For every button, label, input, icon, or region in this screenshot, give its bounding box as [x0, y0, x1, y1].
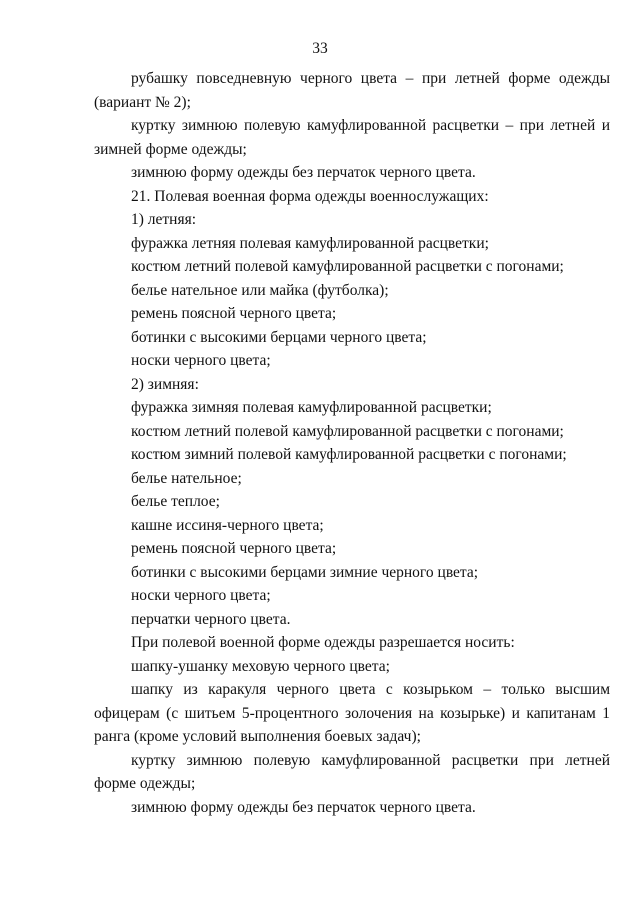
- list-item: ботинки с высокими берцами черного цвета;: [131, 328, 427, 346]
- list-item: белье нательное;: [131, 469, 242, 487]
- list-item: костюм зимний полевой камуфлированной расцветки с погонами;: [131, 446, 567, 463]
- paragraph-winter-uniform: зимнюю форму одежды без перчаток черного цвета.: [131, 164, 476, 181]
- list-item: белье теплое;: [131, 493, 220, 510]
- list-item: кашне иссиня-черного цвета;: [131, 516, 324, 534]
- paragraph-winter-jacket: куртку зимнюю полевую камуфлированной расцветки – при летней и зимней форме одежды;: [94, 117, 610, 158]
- list-item: белье нательное или майка (футболка);: [131, 281, 389, 299]
- paragraph-winter-heading: 2) зимняя:: [131, 375, 199, 393]
- paragraph-summer-heading: 1) летняя:: [131, 211, 197, 228]
- paragraph-shirt: рубашку повседневную черного цвета – при летней форме одежды (вариант № 2);: [94, 70, 610, 111]
- list-item: ботинки с высокими берцами зимние черного цвета;: [131, 563, 479, 581]
- list-item: шапку-ушанку меховую черного цвета;: [131, 657, 390, 675]
- document-body: [94, 67, 610, 819]
- list-item: ремень поясной черного цвета;: [131, 305, 337, 322]
- list-item: носки черного цвета;: [131, 352, 271, 369]
- paragraph-allowed-heading: При полевой военной форме одежды разрешается носить:: [131, 634, 515, 651]
- list-item: ремень поясной черного цвета;: [131, 540, 337, 557]
- list-item: перчатки черного цвета.: [131, 610, 291, 628]
- page-number: 33: [312, 40, 328, 57]
- paragraph-field-jacket: куртку зимнюю полевую камуфлированной расцветки при летней форме одежды;: [94, 751, 610, 792]
- list-item: костюм летний полевой камуфлированной расцветки с погонами;: [131, 422, 564, 440]
- paragraph-section-21: 21. Полевая военная форма одежды военнослужащих:: [131, 187, 489, 205]
- paragraph-astrakhan-hat: шапку из каракуля черного цвета с козырьком – только высшим офицерам (с шитьем 5-процентного золочения на козырьке) и капитанам 1 ранга (кроме условий выполнения боевых задач);: [94, 681, 610, 745]
- list-item: носки черного цвета;: [131, 587, 271, 604]
- list-item: фуражка зимняя полевая камуфлированной расцветки;: [131, 399, 492, 416]
- list-item: костюм летний полевой камуфлированной расцветки с погонами;: [131, 258, 564, 275]
- list-item: фуражка летняя полевая камуфлированной расцветки;: [131, 234, 489, 252]
- paragraph-final: зимнюю форму одежды без перчаток черного цвета.: [131, 798, 476, 816]
